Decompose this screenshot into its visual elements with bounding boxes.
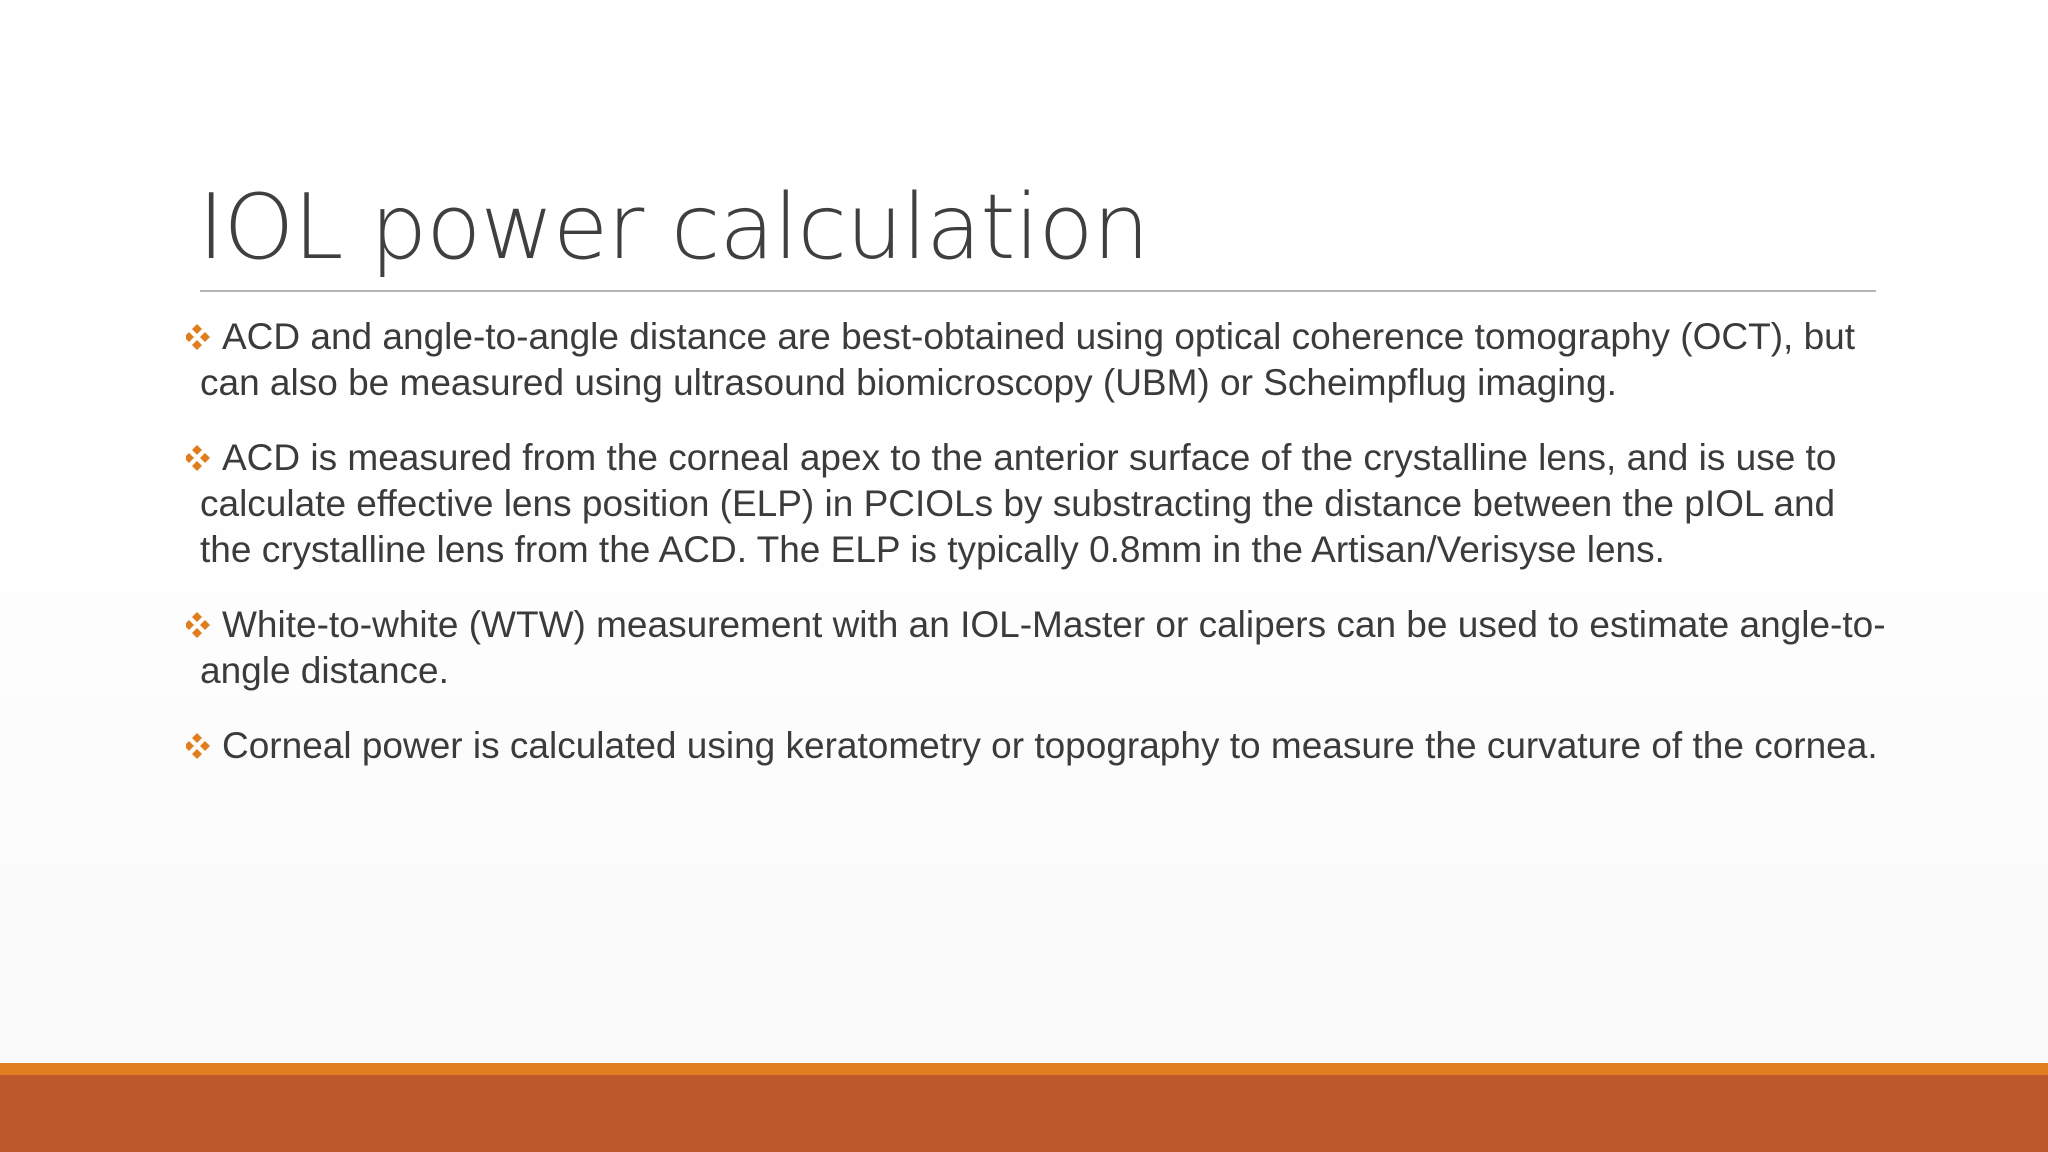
bullet-item [186, 314, 1886, 406]
footer-accent-bar [0, 1063, 2048, 1075]
four-diamond-bullet-icon [186, 322, 220, 352]
title-divider [200, 290, 1876, 292]
bullet-item [186, 435, 1886, 573]
four-diamond-bullet-icon [186, 443, 220, 473]
bullet-list [186, 314, 1886, 798]
four-diamond-bullet-icon [186, 610, 220, 640]
bullet-text: ACD is measured from the corneal apex to the anterior surface of the crystalline lens, and is use to calculate effective lens position (ELP) in PCIOLs by substracting the distance between the pIOL and the crystalline lens from the ACD. The ELP is typically 0.8mm in the Artisan/Verisyse lens. [200, 437, 1837, 570]
bullet-item [186, 602, 1886, 694]
slide-title: IOL power calculation [198, 175, 1149, 280]
bullet-text: Corneal power is calculated using keratometry or topography to measure the curvature of the cornea. [222, 725, 1878, 766]
four-diamond-bullet-icon [186, 731, 220, 761]
bullet-text: White-to-white (WTW) measurement with an IOL-Master or calipers can be used to estimate angle-to-angle distance. [200, 604, 1886, 691]
footer-bar [0, 1075, 2048, 1152]
bullet-text: ACD and angle-to-angle distance are best-obtained using optical coherence tomography (OCT), but can also be measured using ultrasound biomicroscopy (UBM) or Scheimpflug imaging. [200, 316, 1856, 403]
bullet-item [186, 723, 1886, 769]
